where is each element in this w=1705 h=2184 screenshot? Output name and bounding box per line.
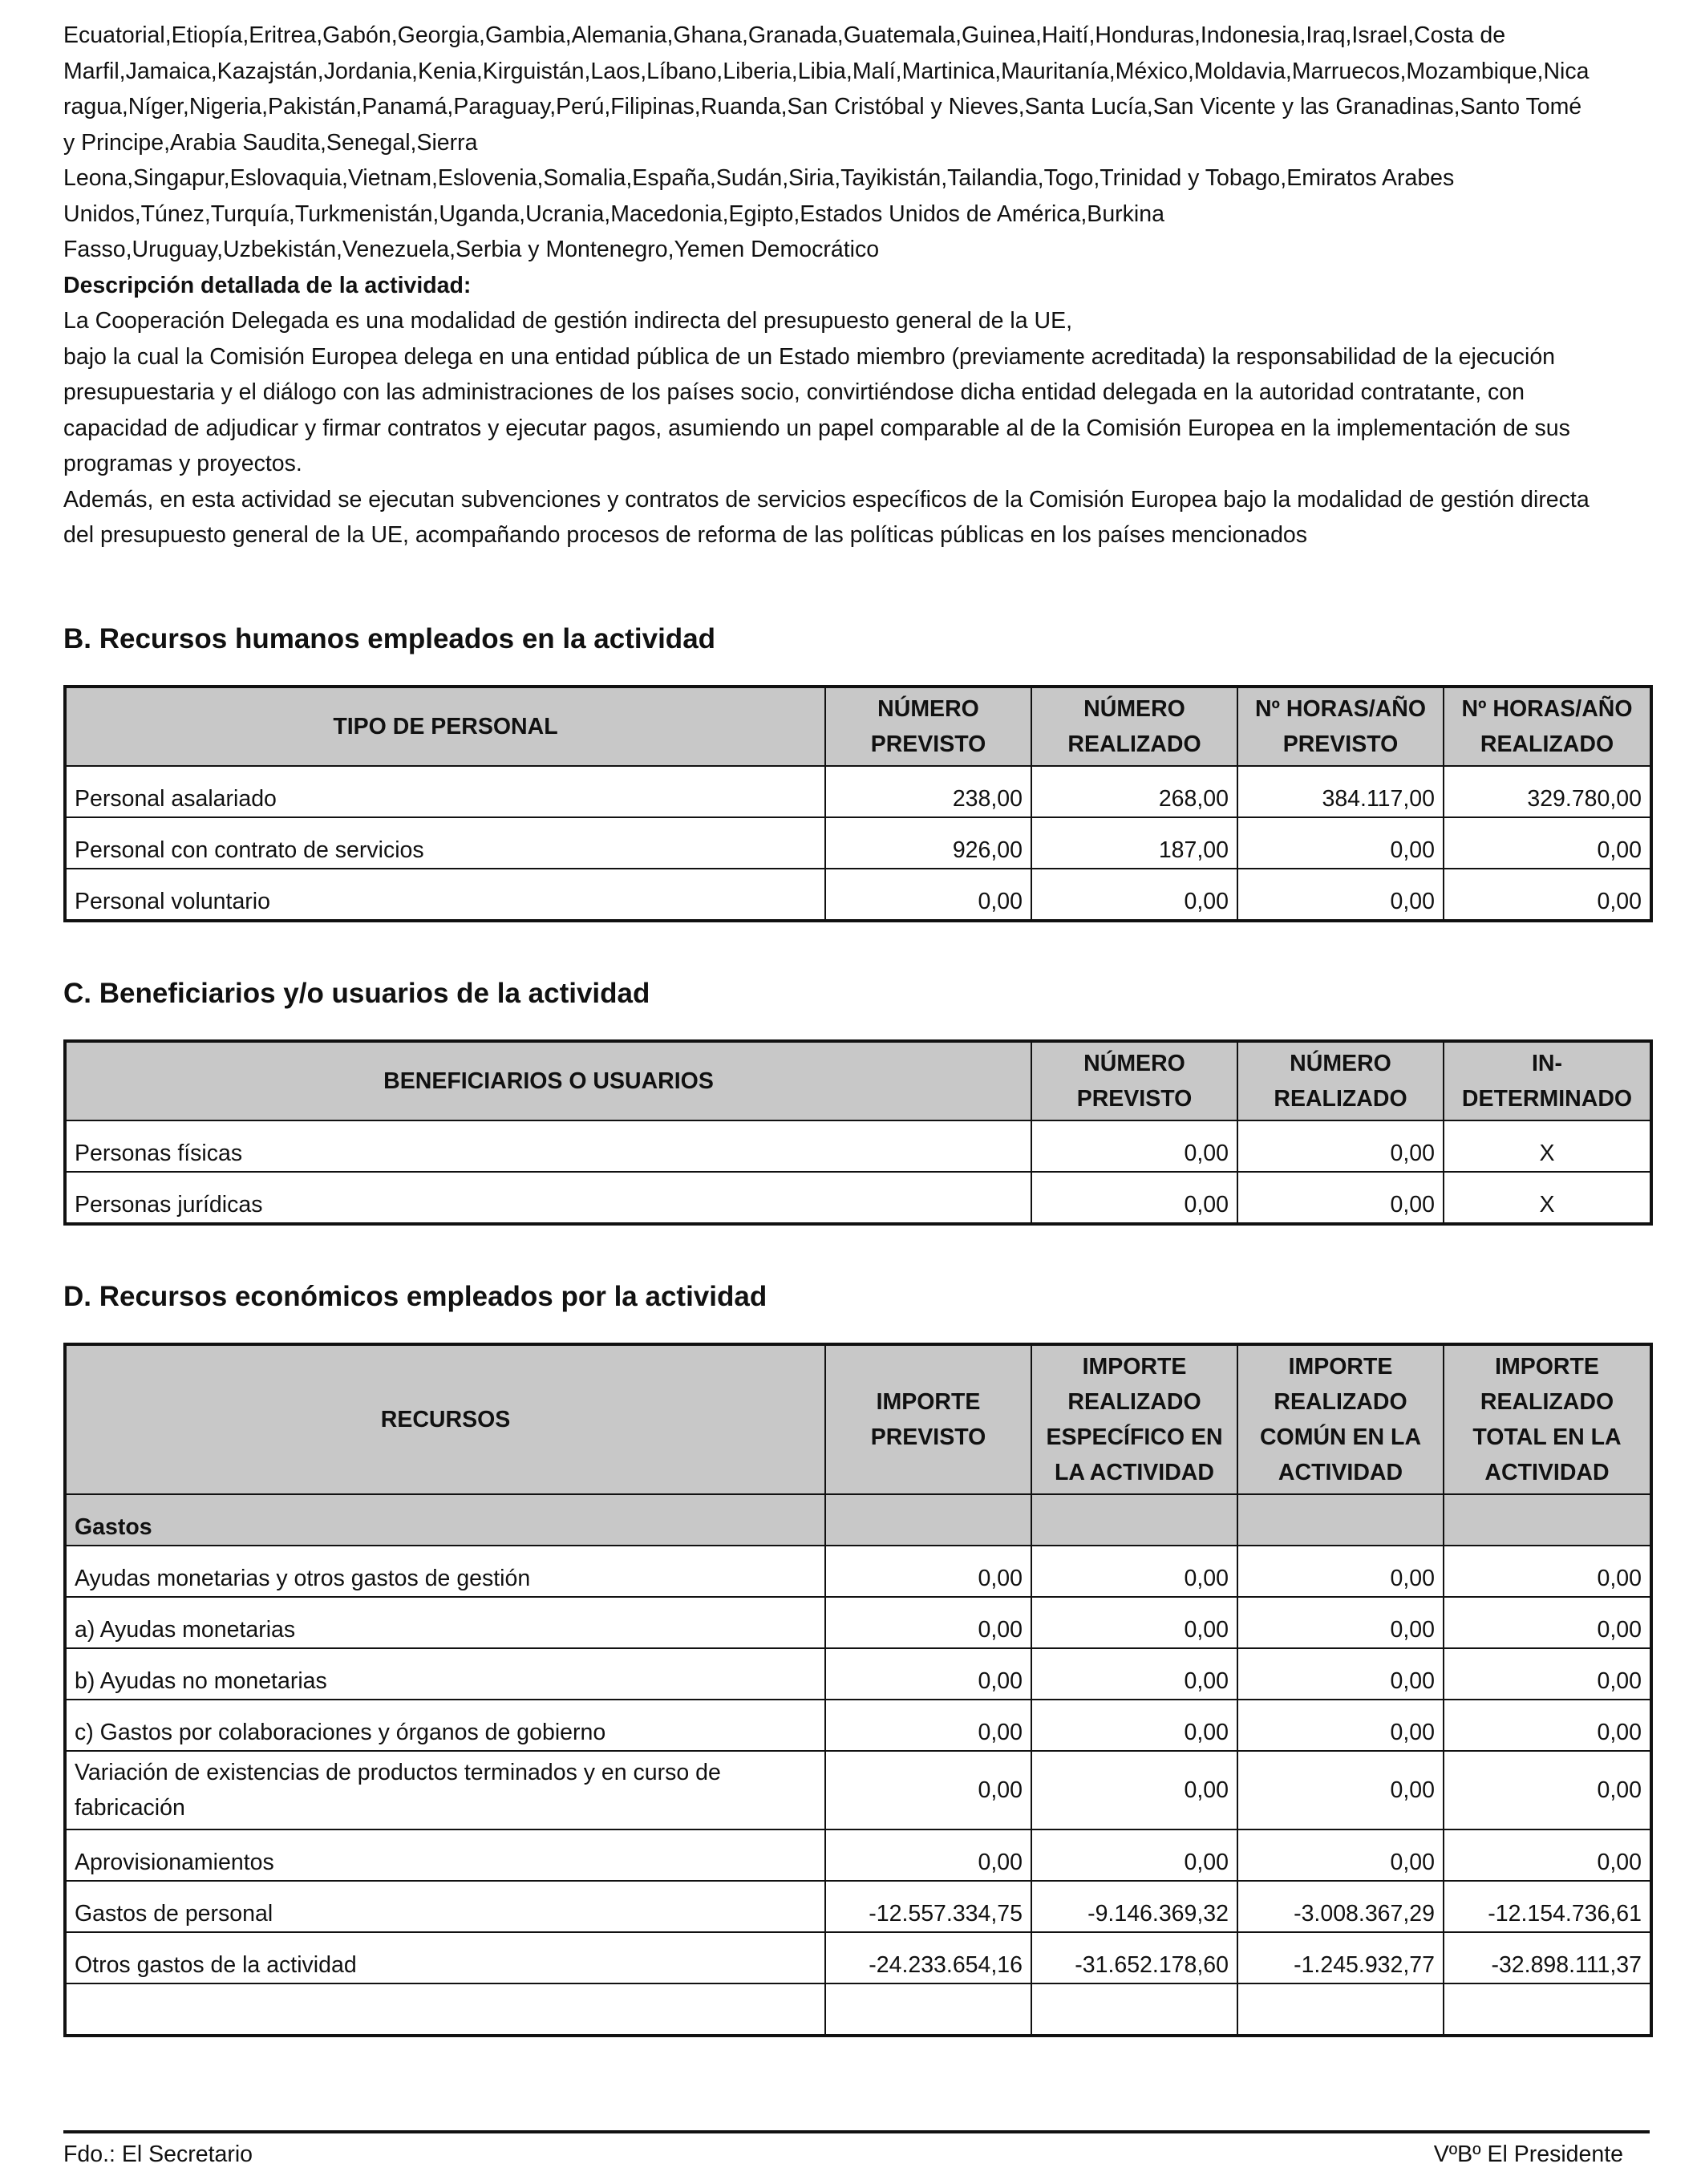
cell-value: 0,00 (1031, 1829, 1237, 1881)
cell-value: 0,00 (1031, 869, 1237, 921)
human-resources-table (63, 685, 1653, 922)
table-header-row (65, 1344, 1651, 1494)
row-label: Personas jurídicas (65, 1172, 1031, 1224)
section-c-title: C. Beneficiarios y/o usuarios de la actividad (63, 978, 650, 1009)
description-line: del presupuesto general de la UE, acompañando procesos de reforma de las políticas públicas en los países mencionados (63, 522, 1308, 548)
row-label: Gastos de personal (65, 1881, 825, 1932)
table-row (65, 1120, 1651, 1172)
cell-value: 0,00 (1444, 1829, 1651, 1881)
intro-line: Ecuatorial,Etiopía,Eritrea,Gabón,Georgia,Gambia,Alemania,Ghana,Granada,Guatemala,Guinea,Haití,Honduras,Indonesia,Iraq,Israel,Costa de (63, 22, 1506, 48)
column-header: BENEFICIARIOS O USUARIOS (65, 1041, 1031, 1120)
description-line: Además, en esta actividad se ejecutan subvenciones y contratos de servicios específicos de la Comisión Europea bajo la modalidad de gestión directa (63, 486, 1590, 513)
table-row (65, 1546, 1651, 1597)
cell-value: -24.233.654,16 (825, 1932, 1031, 1983)
row-label: Ayudas monetarias y otros gastos de gestión (65, 1546, 825, 1597)
cell-value: 0,00 (1031, 1648, 1237, 1700)
cell-value: 0,00 (825, 1700, 1031, 1751)
column-header: IMPORTE REALIZADO ESPECÍFICO EN LA ACTIVIDAD (1031, 1344, 1237, 1494)
cell-value: -1.245.932,77 (1237, 1932, 1444, 1983)
cell-value: 187,00 (1031, 817, 1237, 869)
row-label: b) Ayudas no monetarias (65, 1648, 825, 1700)
cell-value: 0,00 (825, 1751, 1031, 1829)
cell-value: 0,00 (1237, 817, 1444, 869)
cell-value: 329.780,00 (1444, 766, 1651, 817)
column-header: NÚMERO PREVISTO (1031, 1041, 1237, 1120)
table-row (65, 869, 1651, 921)
cell-value: 0,00 (1444, 817, 1651, 869)
description-line: La Cooperación Delegada es una modalidad de gestión indirecta del presupuesto general de la UE, (63, 308, 1073, 334)
table-row (65, 1172, 1651, 1224)
column-header: IMPORTE PREVISTO (825, 1344, 1031, 1494)
column-header: RECURSOS (65, 1344, 825, 1494)
row-label: Personal con contrato de servicios (65, 817, 825, 869)
table-row (65, 1829, 1651, 1881)
empty-cell (1237, 1494, 1444, 1546)
cell-value: 0,00 (1237, 869, 1444, 921)
cell-value: 0,00 (1237, 1829, 1444, 1881)
table-header-row (65, 687, 1651, 766)
cell-value: 0,00 (1444, 869, 1651, 921)
president-signature-label: VºBº El Presidente (1433, 2141, 1623, 2167)
description-line: bajo la cual la Comisión Europea delega en una entidad pública de un Estado miembro (previamente acreditada) la responsabilidad de la ejecución (63, 343, 1556, 370)
document-page (63, 18, 1650, 1978)
cell-value: 0,00 (825, 1597, 1031, 1648)
cell-value: 0,00 (1444, 1751, 1651, 1829)
table-row (65, 766, 1651, 817)
cell-value: 0,00 (1237, 1120, 1444, 1172)
cell-value: 0,00 (1444, 1597, 1651, 1648)
intro-line: y Principe,Arabia Saudita,Senegal,Sierra (63, 129, 478, 156)
cell-value: 0,00 (1031, 1120, 1237, 1172)
cell-value: 0,00 (1444, 1648, 1651, 1700)
empty-cell (825, 1494, 1031, 1546)
table-row (65, 1648, 1651, 1700)
table-row (65, 817, 1651, 869)
cell-value: -12.154.736,61 (1444, 1881, 1651, 1932)
section-label: Gastos (65, 1494, 825, 1546)
cell-value: -12.557.334,75 (825, 1881, 1031, 1932)
empty-cell (1031, 1494, 1237, 1546)
cell-value: 0,00 (1237, 1700, 1444, 1751)
section-b-title: B. Recursos humanos empleados en la actividad (63, 623, 716, 654)
column-header: IMPORTE REALIZADO COMÚN EN LA ACTIVIDAD (1237, 1344, 1444, 1494)
description-line: programas y proyectos. (63, 451, 302, 476)
row-label (65, 1983, 825, 2036)
cell-value (1031, 1983, 1237, 2036)
table-row-empty (65, 1983, 1651, 2036)
cell-value: 0,00 (1444, 1546, 1651, 1597)
cell-value: 0,00 (1237, 1172, 1444, 1224)
row-label: a) Ayudas monetarias (65, 1597, 825, 1648)
column-header: TIPO DE PERSONAL (65, 687, 825, 766)
economic-resources-table (63, 1343, 1653, 2037)
cell-value: 0,00 (1237, 1751, 1444, 1829)
description-heading: Descripción detallada de la actividad: (63, 272, 472, 298)
cell-value: -32.898.111,37 (1444, 1932, 1651, 1983)
table-header-row (65, 1041, 1651, 1120)
cell-value (1237, 1983, 1444, 2036)
intro-line: Unidos,Túnez,Turquía,Turkmenistán,Uganda,Ucrania,Macedonia,Egipto,Estados Unidos de América,Burkina (63, 201, 1164, 227)
description-line: capacidad de adjudicar y firmar contratos y ejecutar pagos, asumiendo un papel comparable al de la Comisión Europea en la implementación de sus (63, 415, 1570, 441)
table-row (65, 1881, 1651, 1932)
empty-cell (1444, 1494, 1651, 1546)
row-label: Personal voluntario (65, 869, 825, 921)
row-label: Personas físicas (65, 1120, 1031, 1172)
table-row (65, 1597, 1651, 1648)
intro-paragraph (63, 18, 1650, 553)
intro-line: Leona,Singapur,Eslovaquia,Vietnam,Eslovenia,Somalia,España,Sudán,Siria,Tayikistán,Tailandia,Togo,Trinidad y Tobago,Emiratos Arabes (63, 165, 1455, 191)
column-header: IN-DETERMINADO (1444, 1041, 1651, 1120)
column-header: NÚMERO REALIZADO (1237, 1041, 1444, 1120)
column-header: NÚMERO PREVISTO (825, 687, 1031, 766)
cell-value: 0,00 (825, 1829, 1031, 1881)
table-row (65, 1932, 1651, 1983)
column-header: IMPORTE REALIZADO TOTAL EN LA ACTIVIDAD (1444, 1344, 1651, 1494)
cell-value (825, 1983, 1031, 2036)
row-label: c) Gastos por colaboraciones y órganos de gobierno (65, 1700, 825, 1751)
row-label: Otros gastos de la actividad (65, 1932, 825, 1983)
column-header: NÚMERO REALIZADO (1031, 687, 1237, 766)
section-row (65, 1494, 1651, 1546)
cell-value: X (1444, 1120, 1651, 1172)
cell-value: 0,00 (825, 1546, 1031, 1597)
row-label: Variación de existencias de productos terminados y en curso de fabricación (65, 1751, 825, 1829)
cell-value: 268,00 (1031, 766, 1237, 817)
cell-value: 0,00 (825, 1648, 1031, 1700)
cell-value: -3.008.367,29 (1237, 1881, 1444, 1932)
footer-divider (63, 2130, 1650, 2133)
intro-line: Marfil,Jamaica,Kazajstán,Jordania,Kenia,Kirguistán,Laos,Líbano,Liberia,Libia,Malí,Martinica,Mauritanía,México,Moldavia,Marruecos,Mozambique,Nica (63, 58, 1590, 84)
cell-value: X (1444, 1172, 1651, 1224)
cell-value: 0,00 (1031, 1597, 1237, 1648)
cell-value: -9.146.369,32 (1031, 1881, 1237, 1932)
description-line: presupuestaria y el diálogo con las administraciones de los países socio, convirtiéndose dicha entidad delegada en la autoridad contratante, con (63, 379, 1525, 405)
row-label: Personal asalariado (65, 766, 825, 817)
section-d-title: D. Recursos económicos empleados por la actividad (63, 1281, 767, 1312)
cell-value: 0,00 (1237, 1546, 1444, 1597)
intro-line: Fasso,Uruguay,Uzbekistán,Venezuela,Serbia y Montenegro,Yemen Democrático (63, 237, 880, 262)
cell-value: -31.652.178,60 (1031, 1932, 1237, 1983)
column-header: Nº HORAS/AÑO REALIZADO (1444, 687, 1651, 766)
cell-value: 0,00 (1237, 1597, 1444, 1648)
cell-value: 384.117,00 (1237, 766, 1444, 817)
cell-value: 0,00 (1031, 1751, 1237, 1829)
cell-value: 0,00 (1031, 1172, 1237, 1224)
intro-line: ragua,Níger,Nigeria,Pakistán,Panamá,Paraguay,Perú,Filipinas,Ruanda,San Cristóbal y Nieves,Santa Lucía,San Vicente y las Granadinas,Santo Tomé (63, 94, 1582, 120)
cell-value (1444, 1983, 1651, 2036)
cell-value: 0,00 (1444, 1700, 1651, 1751)
table-row (65, 1700, 1651, 1751)
cell-value: 926,00 (825, 817, 1031, 869)
column-header: Nº HORAS/AÑO PREVISTO (1237, 687, 1444, 766)
cell-value: 0,00 (1031, 1700, 1237, 1751)
beneficiaries-table (63, 1039, 1653, 1226)
cell-value: 0,00 (1237, 1648, 1444, 1700)
row-label: Aprovisionamientos (65, 1829, 825, 1881)
cell-value: 238,00 (825, 766, 1031, 817)
table-row (65, 1751, 1651, 1829)
secretary-signature-label: Fdo.: El Secretario (63, 2141, 253, 2167)
cell-value: 0,00 (825, 869, 1031, 921)
cell-value: 0,00 (1031, 1546, 1237, 1597)
